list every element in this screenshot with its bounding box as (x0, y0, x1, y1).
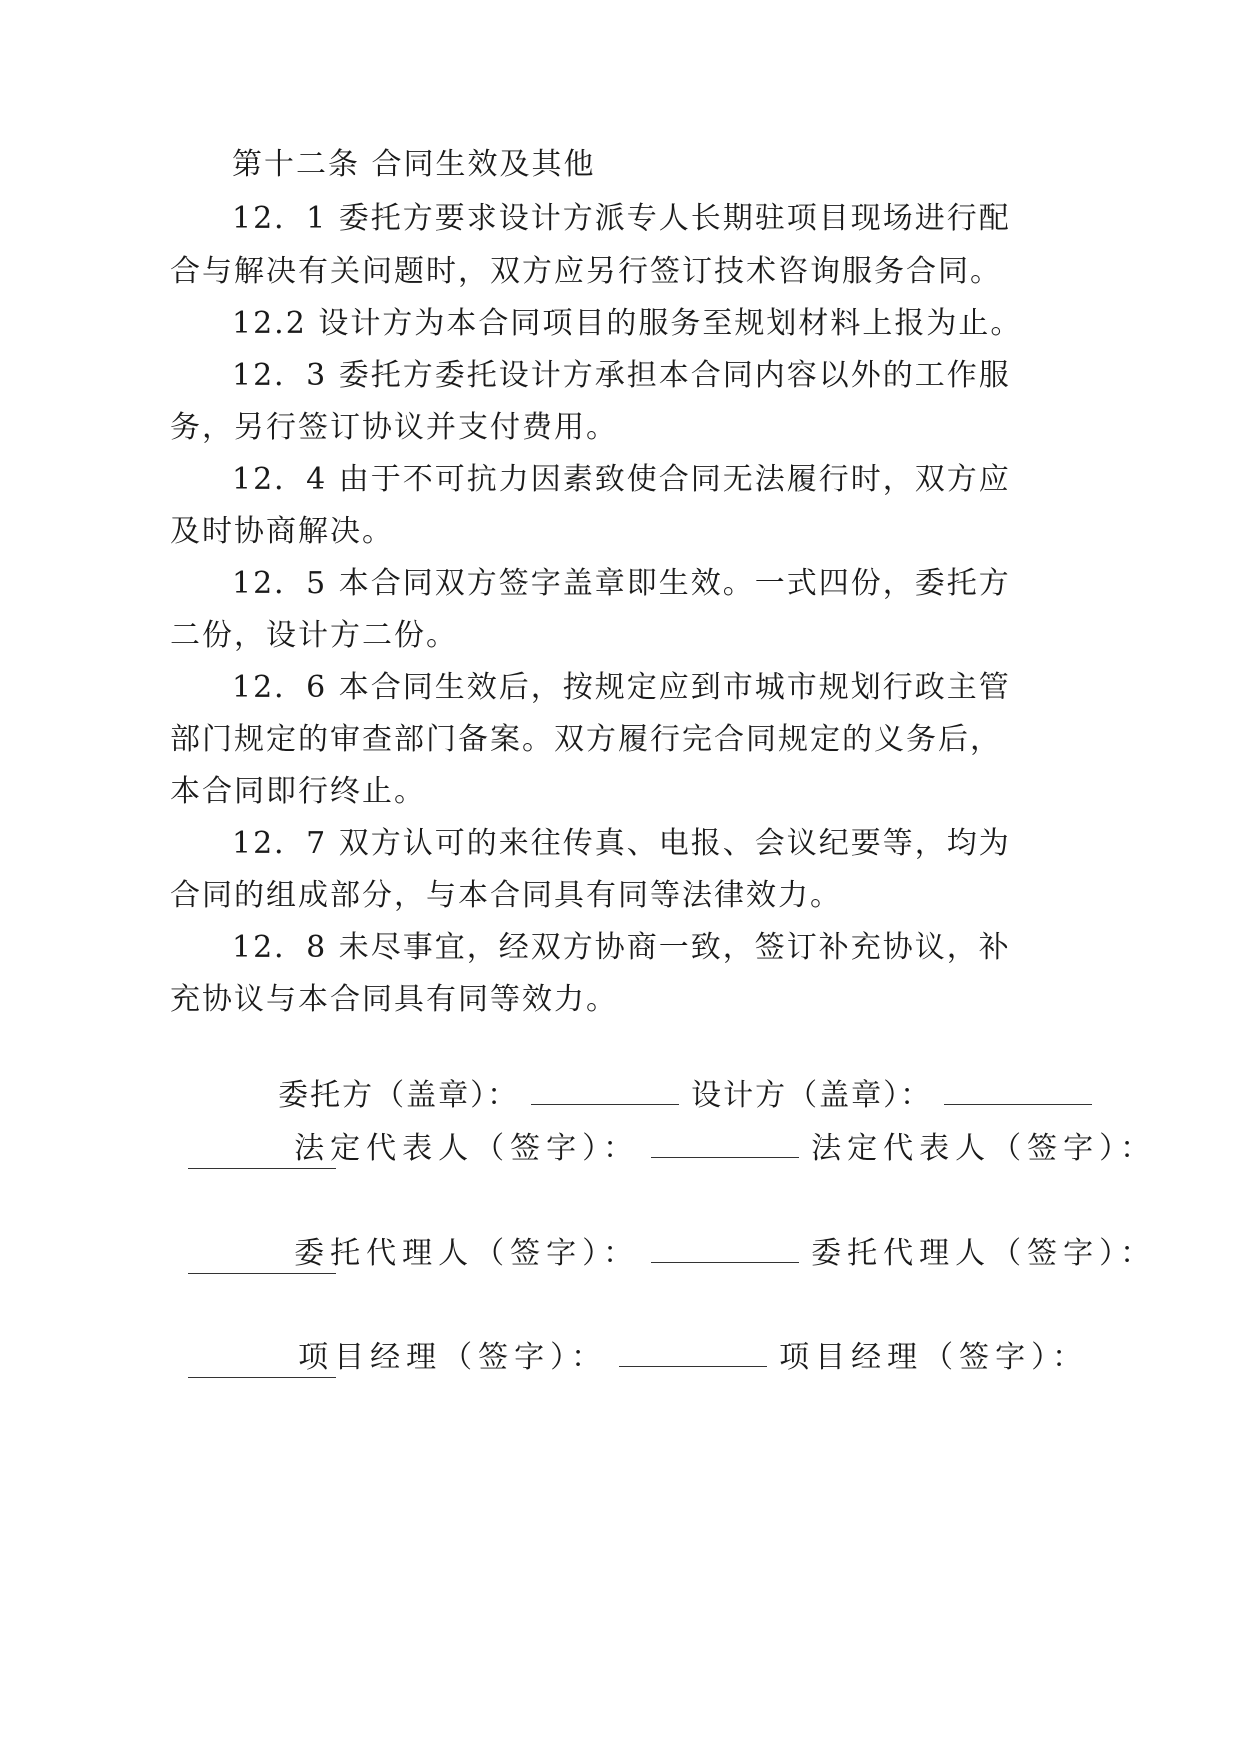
designer-pm-label: 项目经理（签字）： (779, 1340, 1089, 1375)
clause-line: 12．1 委托方要求设计方派专人长期驻项目现场进行配 (232, 201, 1011, 236)
clause-line: 12.2 设计方为本合同项目的服务至规划材料上报为止。 (232, 306, 1023, 341)
clause-line: 合同的组成部分，与本合同具有同等法律效力。 (170, 878, 842, 913)
designer-agent-blank[interactable] (188, 1273, 336, 1274)
clause-line: 12．7 双方认可的来往传真、电报、会议纪要等，均为 (232, 826, 1011, 861)
designer-pm-blank[interactable] (188, 1377, 336, 1378)
client-legal-rep-label: 法定代表人（签字）： (294, 1131, 640, 1166)
designer-legal-rep-blank[interactable] (188, 1168, 336, 1169)
section-title: 第十二条 合同生效及其他 (232, 147, 596, 182)
clause-line: 及时协商解决。 (170, 514, 394, 549)
client-agent-label: 委托代理人（签字）： (294, 1236, 640, 1271)
designer-legal-rep-label: 法定代表人（签字）： (811, 1131, 1157, 1166)
clause-line: 二份，设计方二份。 (170, 618, 458, 653)
clause-line: 12．8 未尽事宜，经双方协商一致，签订补充协议，补 (232, 930, 1011, 965)
clause-line: 12．6 本合同生效后，按规定应到市城市规划行政主管 (232, 670, 1011, 705)
clause-line: 务，另行签订协议并支付费用。 (170, 410, 618, 445)
client-pm-blank[interactable] (619, 1365, 767, 1367)
client-agent-blank[interactable] (651, 1261, 799, 1263)
designer-agent-label: 委托代理人（签字）： (811, 1236, 1157, 1271)
clause-line: 12．5 本合同双方签字盖章即生效。一式四份，委托方 (232, 566, 1011, 601)
client-legal-rep-blank[interactable] (651, 1156, 799, 1158)
client-seal-label: 委托方（盖章）： (278, 1078, 520, 1113)
clause-line: 合与解决有关问题时，双方应另行签订技术咨询服务合同。 (170, 254, 1002, 289)
pm-line (236, 1292, 1088, 1424)
clause-line: 充协议与本合同具有同等效力。 (170, 982, 618, 1017)
client-pm-label: 项目经理（签字）： (298, 1340, 608, 1375)
designer-seal-label: 设计方（盖章）： (691, 1078, 933, 1113)
clause-line: 12．4 由于不可抗力因素致使合同无法履行时，双方应 (232, 462, 1011, 497)
clause-line: 本合同即行终止。 (170, 774, 426, 809)
clause-line: 12．3 委托方委托设计方承担本合同内容以外的工作服 (232, 358, 1011, 393)
clause-line: 部门规定的审查部门备案。双方履行完合同规定的义务后， (170, 722, 1002, 757)
